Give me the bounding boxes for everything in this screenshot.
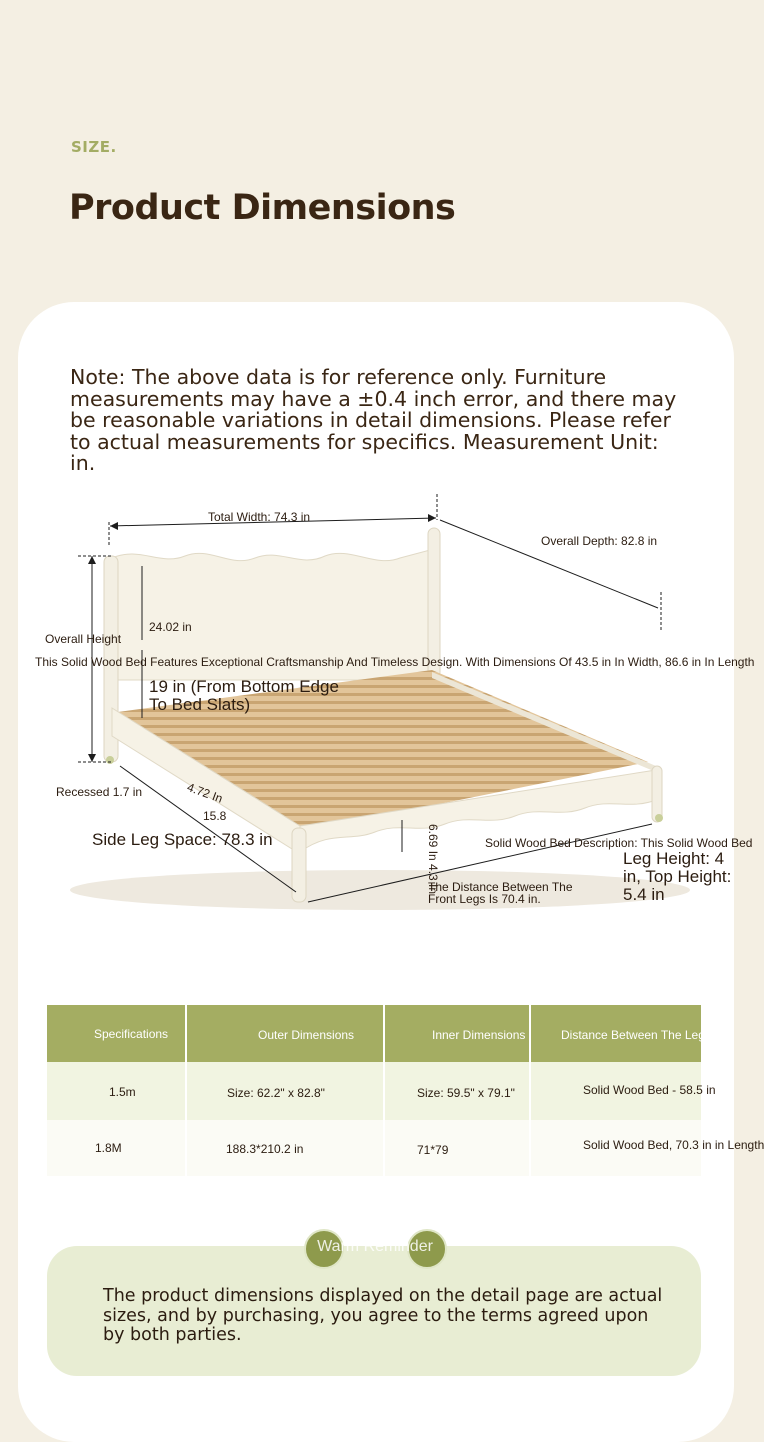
- page-title: Product Dimensions: [69, 188, 456, 228]
- headboard-height-label: 24.02 in: [149, 620, 192, 634]
- column-divider: [185, 1005, 187, 1176]
- leg-cap-left: [106, 756, 114, 764]
- front-legs-label: The Distance Between The Front Legs Is 70.4 in.: [428, 880, 573, 906]
- reference-note: Note: The above data is for reference only. Furniture measurements may have a ±0.4 inch error, and there may be reasonable variations in detail dimensions. Please refer to actual measurements for specifics. Measurement Unit: in.: [70, 365, 677, 475]
- cell-leg: Solid Wood Bed, 70.3 in in Length: [583, 1138, 764, 1152]
- column-divider: [383, 1005, 385, 1176]
- side-a-label: 4.72 In: [185, 780, 225, 806]
- vertical-dimension-label: 6.69 In 4.3 In: [426, 824, 440, 895]
- cell-inner: 71*79: [417, 1143, 449, 1157]
- side-leg-space-label: Side Leg Space: 78.3 in: [92, 830, 273, 849]
- cell-inner: Size: 59.5" x 79.1": [417, 1086, 515, 1100]
- header-outer-dimensions: Outer Dimensions: [258, 1028, 355, 1042]
- cell-leg: Solid Wood Bed - 58.5 in: [583, 1083, 716, 1097]
- total-width-label: Total Width: 74.3 in: [208, 510, 311, 524]
- bed-diagram: [0, 480, 755, 930]
- slat-height-label: 19 in (From Bottom Edge To Bed Slats): [149, 677, 339, 714]
- cell-spec: 1.8M: [95, 1141, 122, 1155]
- overall-depth-label: Overall Depth: 82.8 in: [541, 534, 658, 548]
- leg-cap-right: [655, 814, 663, 822]
- header-inner-dimensions: Inner Dimensions: [432, 1028, 526, 1042]
- header-leg-distance: Distance Between The Legs: [561, 1028, 711, 1042]
- side-b-label: 15.8: [203, 809, 227, 823]
- recessed-label: Recessed 1.7 in: [56, 785, 143, 799]
- header-specifications: Specifications: [94, 1027, 169, 1041]
- cell-outer: 188.3*210.2 in: [226, 1142, 304, 1156]
- cell-outer: Size: 62.2" x 82.8": [227, 1086, 325, 1100]
- size-table: [47, 1005, 764, 1176]
- column-divider: [529, 1005, 531, 1176]
- reminder-title: Warm Reminder: [317, 1238, 433, 1255]
- description-line: This Solid Wood Bed Features Exceptional Craftsmanship And Timeless Design. With Dimensions Of 43.5 in In Width, 86.6 in In Length: [35, 655, 755, 669]
- size-tag: SIZE.: [71, 138, 117, 156]
- leg-height-label: Leg Height: 4 in, Top Height: 5.4 in: [623, 849, 732, 904]
- front-right-leg: [652, 766, 662, 822]
- cell-spec: 1.5m: [109, 1085, 136, 1099]
- description-right: Solid Wood Bed Description: This Solid Wood Bed: [485, 836, 753, 850]
- reminder-text: The product dimensions displayed on the detail page are actual sizes, and by purchasing, you agree to the terms agreed upon by both parties.: [103, 1286, 663, 1345]
- overall-height-label: Overall Height: [45, 632, 122, 646]
